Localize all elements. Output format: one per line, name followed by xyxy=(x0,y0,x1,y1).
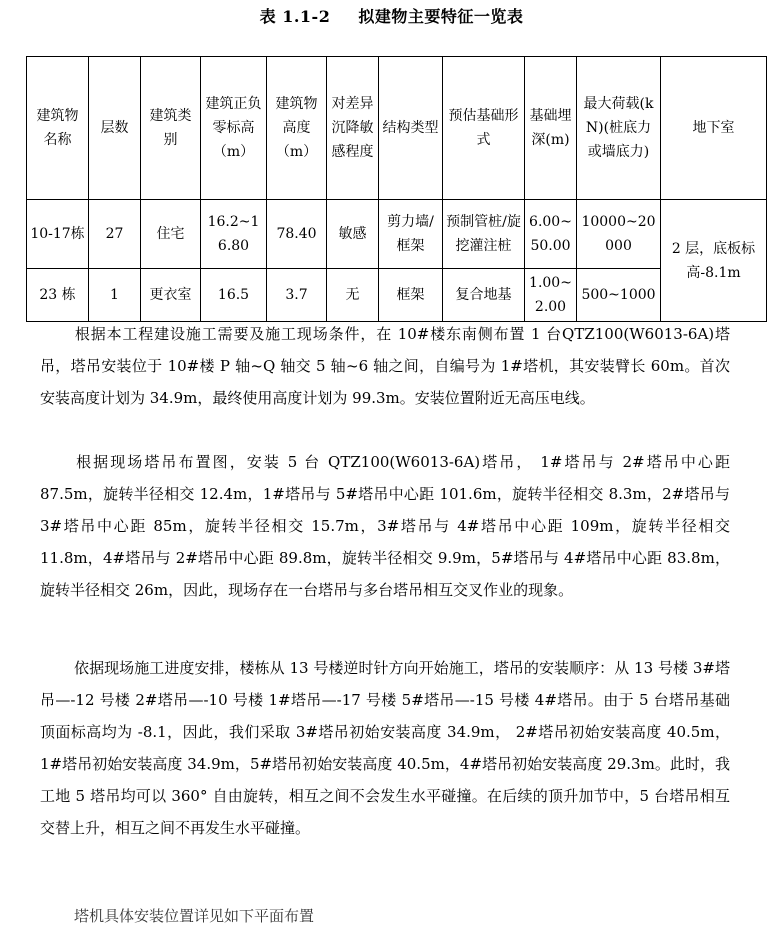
paragraph-text: 根据本工程建设施工需要及施工现场条件，在 10#楼东南侧布置 1 台QTZ100(W6013-6A)塔吊，塔吊安装位于 10#楼 P 轴~Q 轴交 5 轴~6 轴之间，自编号为 1#塔机，其安装臂长 60m。首次安装高度计划为 34.9m，最终使用高度计划为 99.3m。安装位置附近无高压电线。 xyxy=(40,325,730,407)
table-cell: 住宅 xyxy=(141,200,201,269)
header-cell: 层数 xyxy=(89,57,141,200)
paragraph-installation-sequence xyxy=(40,652,730,844)
header-cell: 建筑类别 xyxy=(141,57,201,200)
table-header-row xyxy=(27,57,767,200)
paragraph-crane-layout xyxy=(40,446,730,606)
table-cell: 78.40 xyxy=(267,200,327,269)
table-cell: 10000~20000 xyxy=(577,200,661,269)
header-cell: 基础埋深(m) xyxy=(525,57,577,200)
header-cell: 地下室 xyxy=(661,57,767,200)
paragraph-text: 根据现场塔吊布置图，安装 5 台 QTZ100(W6013-6A)塔吊， 1#塔吊与 2#塔吊中心距 87.5m，旋转半径相交 12.4m，1#塔吊与 5#塔吊中心距 101.6m，旋转半径相交 8.3m，2#塔吊与 3#塔吊中心距 85m，旋转半径相交 15.7m，3#塔吊与 4#塔吊中心距 109m，旋转半径相交 11.8m，4#塔吊与 2#塔吊中心距 89.8m，旋转半径相交 9.9m，5#塔吊与 4#塔吊中心距 83.8m，旋转半径相交 26m，因此，现场存在一台塔吊与多台塔吊相互交叉作业的现象。 xyxy=(40,453,730,599)
table-cell: 复合地基 xyxy=(443,269,525,322)
table-row xyxy=(27,200,767,269)
table-cell: 3.7 xyxy=(267,269,327,322)
table-cell: 更衣室 xyxy=(141,269,201,322)
table-cell: 1.00~2.00 xyxy=(525,269,577,322)
header-cell: 对差异沉降敏感程度 xyxy=(327,57,379,200)
building-features-table xyxy=(26,56,767,322)
basement-cell: 2 层，底板标高-8.1m xyxy=(661,200,767,322)
table-cell: 无 xyxy=(327,269,379,322)
table-title xyxy=(0,4,783,27)
table-cell: 500~1000 xyxy=(577,269,661,322)
table-cell: 10-17栋 xyxy=(27,200,89,269)
paragraph-layout-reference xyxy=(40,900,730,932)
table-number: 表 1.1-2 xyxy=(259,7,331,26)
paragraph-text: 依据现场施工进度安排，楼栋从 13 号楼逆时针方向开始施工，塔吊的安装顺序：从 13 号楼 3#塔吊—-12 号楼 2#塔吊—-10 号楼 1#塔吊—-17 号楼 5#塔吊—-15 号楼 4#塔吊。由于 5 台塔吊基础顶面标高均为 -8.1，因此，我们采取 3#塔吊初始安装高度 34.9m， 2#塔吊初始安装高度 40.5m，1#塔吊初始安装高度 34.9m，5#塔吊初始安装高度 40.5m，4#塔吊初始安装高度 29.3m。此时，我工地 5 塔吊均可以 360° 自由旋转，相互之间不会发生水平碰撞。在后续的顶升加节中，5 台塔吊相互交替上升，相互之间不再发生水平碰撞。 xyxy=(40,659,730,837)
header-cell: 结构类型 xyxy=(379,57,443,200)
table-row xyxy=(27,269,767,322)
header-cell: 建筑正负零标高（m） xyxy=(201,57,267,200)
table-cell: 框架 xyxy=(379,269,443,322)
paragraph-tower-crane-1 xyxy=(40,318,730,414)
paragraph-text: 塔机具体安装位置详见如下平面布置 xyxy=(74,907,315,925)
table-caption: 拟建物主要特征一览表 xyxy=(358,7,524,26)
table-cell: 27 xyxy=(89,200,141,269)
table-cell: 23 栋 xyxy=(27,269,89,322)
header-cell: 预估基础形式 xyxy=(443,57,525,200)
header-cell: 建筑物高度（m） xyxy=(267,57,327,200)
table-cell: 16.2~16.80 xyxy=(201,200,267,269)
table-cell: 1 xyxy=(89,269,141,322)
header-cell: 最大荷载(kN)(桩底力或墙底力) xyxy=(577,57,661,200)
table-cell: 敏感 xyxy=(327,200,379,269)
header-cell: 建筑物名称 xyxy=(27,57,89,200)
table-cell: 16.5 xyxy=(201,269,267,322)
table-cell: 剪力墙/框架 xyxy=(379,200,443,269)
table-cell: 预制管桩/旋挖灌注桩 xyxy=(443,200,525,269)
table-cell: 6.00~50.00 xyxy=(525,200,577,269)
